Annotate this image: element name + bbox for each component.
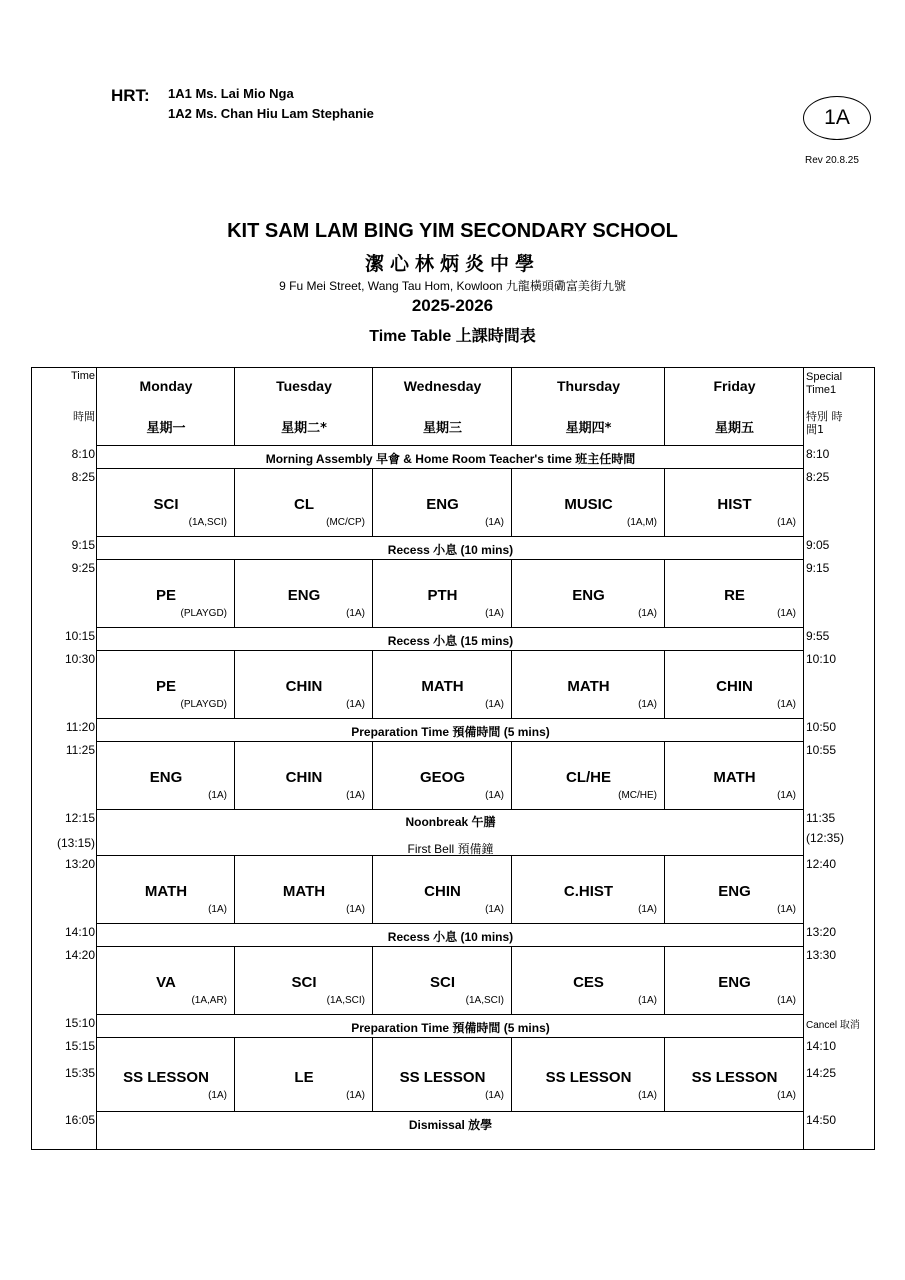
day-divider: [664, 560, 665, 628]
lesson-cell: [373, 560, 512, 628]
row-divider: [97, 536, 804, 537]
room-code: (1A): [346, 1090, 365, 1101]
row-divider: [97, 445, 804, 446]
room-code: (1A): [485, 699, 504, 710]
room-code: (1A): [346, 904, 365, 915]
day-divider: [664, 856, 665, 924]
first-bell-special-time: (12:35): [806, 831, 845, 845]
period-start-time: 16:05: [64, 1113, 95, 1127]
break-label: Recess 小息 (10 mins): [387, 930, 514, 944]
lesson-cell: [512, 560, 665, 628]
row-divider: [97, 1111, 804, 1112]
day-divider: [511, 947, 512, 1015]
lesson-cell: [512, 651, 665, 719]
lesson-cell: [97, 1038, 235, 1112]
day-name-en: Tuesday: [276, 378, 332, 394]
lesson-cell: [512, 856, 665, 924]
subject-name: CL: [294, 496, 314, 513]
subject-name: ENG: [149, 769, 183, 786]
subject-name: ENG: [426, 496, 459, 513]
room-code: (1A): [777, 517, 796, 528]
day-divider: [234, 560, 235, 628]
lesson-cell: [665, 651, 804, 719]
day-divider: [664, 368, 665, 446]
lesson-cell: [235, 651, 373, 719]
special-time: 10:50: [806, 720, 837, 734]
room-code: (1A,SCI): [188, 517, 227, 528]
subject-name: CHIN: [285, 678, 323, 695]
room-code: (1A): [485, 517, 504, 528]
class-code: 1A: [824, 106, 850, 129]
header-special-en: Special Time1: [806, 371, 843, 396]
room-code: (1A): [777, 790, 796, 801]
day-name-zh: 星期三: [422, 421, 462, 436]
day-divider: [234, 742, 235, 810]
room-code: (1A): [208, 1090, 227, 1101]
room-code: (1A): [638, 608, 657, 619]
lesson-cell: [512, 1038, 665, 1112]
room-code: (1A): [208, 904, 227, 915]
subject-name: SS LESSON: [691, 1069, 778, 1086]
noonbreak-label: Noonbreak 午膳: [405, 815, 496, 829]
break-label: Preparation Time 預備時間 (5 mins): [351, 1021, 550, 1035]
room-code: (1A): [777, 699, 796, 710]
subject-name: RE: [724, 587, 745, 604]
day-divider: [234, 1038, 235, 1112]
lesson-cell: [512, 742, 665, 810]
lesson-cell: [235, 1038, 373, 1112]
special-time: 10:10: [806, 652, 837, 666]
day-name-en: Thursday: [556, 378, 620, 394]
subject-name: MATH: [421, 678, 464, 695]
day-divider: [511, 368, 512, 446]
timetable-title: Time Table 上課時間表: [369, 328, 536, 345]
day-name-en: Friday: [713, 378, 756, 394]
room-code: (1A): [638, 995, 657, 1006]
room-code: (1A): [346, 699, 365, 710]
day-divider: [664, 742, 665, 810]
period-start-time: 11:20: [65, 720, 95, 734]
lesson-cell: [97, 947, 235, 1015]
subject-name: ENG: [718, 883, 751, 900]
day-divider: [372, 651, 373, 719]
subject-name: VA: [156, 974, 176, 991]
subject-name: SCI: [291, 974, 317, 991]
subject-name: ENG: [718, 974, 751, 991]
room-code: (1A): [777, 608, 796, 619]
revision-note: Rev 20.8.25: [805, 155, 859, 166]
subject-name: CES: [573, 974, 604, 991]
subject-name: CHIN: [424, 883, 461, 900]
subject-name: PE: [155, 587, 176, 604]
special-time: 9:05: [806, 538, 830, 552]
period-start-time: 10:30: [64, 652, 95, 666]
room-code: (MC/HE): [618, 790, 657, 801]
special-time: 8:10: [806, 447, 830, 461]
lesson-cell: [373, 856, 512, 924]
lesson-cell: [665, 1038, 804, 1112]
lesson-cell: [512, 947, 665, 1015]
lesson-cell: [373, 742, 512, 810]
break-label: Recess 小息 (10 mins): [387, 543, 514, 557]
break-label: Recess 小息 (15 mins): [387, 634, 514, 648]
day-divider: [664, 1038, 665, 1112]
period-start-time: 12:15: [64, 811, 95, 825]
lesson-cell: [235, 560, 373, 628]
room-code: (1A): [208, 790, 227, 801]
subject-name: SCI: [429, 974, 455, 991]
day-header-tuesday: [235, 368, 373, 446]
day-divider: [234, 947, 235, 1015]
first-bell-time: (13:15): [56, 836, 95, 850]
hrt-teacher-1a1: 1A1 Ms. Lai Mio Nga: [168, 86, 294, 101]
subject-name: PE: [155, 678, 176, 695]
subject-name: SS LESSON: [123, 1069, 209, 1086]
day-divider: [372, 947, 373, 1015]
day-header-monday: [97, 368, 235, 446]
lesson-cell: [97, 651, 235, 719]
day-divider: [664, 469, 665, 537]
lesson-cell: [97, 469, 235, 537]
header-time-zh: 時間: [73, 410, 95, 423]
school-name-en: KIT SAM LAM BING YIM SECONDARY SCHOOL: [227, 220, 678, 242]
subject-name: HIST: [717, 496, 752, 513]
room-code: (PLAYGD): [180, 608, 227, 619]
subject-name: GEOG: [419, 769, 465, 786]
special-time: 11:35: [806, 811, 836, 825]
day-divider: [372, 1038, 373, 1112]
day-header-wednesday: [373, 368, 512, 446]
row-divider: [97, 627, 804, 628]
header-special-zh: 特別 時間1: [806, 410, 843, 436]
room-code: (1A): [485, 790, 504, 801]
day-divider: [372, 469, 373, 537]
row-divider: [97, 923, 804, 924]
day-name-en: Wednesday: [403, 378, 482, 394]
lesson-cell: [235, 856, 373, 924]
day-name-zh: 星期五: [714, 421, 754, 436]
period-start-time: 11:25: [65, 743, 95, 757]
room-code: (1A): [485, 608, 504, 619]
special-time: 9:15: [806, 561, 830, 575]
subject-name: ENG: [287, 587, 321, 604]
break-label: Preparation Time 預備時間 (5 mins): [351, 725, 550, 739]
day-divider: [234, 651, 235, 719]
lesson-cell: [373, 651, 512, 719]
lesson-cell: [235, 947, 373, 1015]
period-start-time: 14:10: [64, 925, 95, 939]
room-code: (1A): [638, 904, 657, 915]
subject-name: CL/HE: [566, 769, 611, 786]
room-code: (1A,SCI): [326, 995, 365, 1006]
room-code: (1A,M): [627, 517, 657, 528]
special-time: 10:55: [806, 743, 837, 757]
period-start-time: 8:25: [71, 470, 95, 484]
break-label: Morning Assembly 早會 & Home Room Teacher's time 班主任時間: [265, 452, 636, 466]
special-time: 13:30: [806, 948, 837, 962]
day-divider: [372, 856, 373, 924]
room-code: (1A,AR): [191, 995, 227, 1006]
row-divider: [97, 718, 804, 719]
lesson-cell: [665, 947, 804, 1015]
day-divider: [234, 368, 235, 446]
subject-name: LE: [294, 1069, 314, 1086]
header-time-en: Time: [70, 370, 95, 382]
room-code: (1A,SCI): [465, 995, 504, 1006]
subject-name: MATH: [282, 883, 326, 900]
day-divider: [511, 469, 512, 537]
lesson-start-time-2: 15:35: [64, 1066, 95, 1080]
timetable-grid: [31, 367, 875, 1150]
room-code: (PLAYGD): [180, 699, 227, 710]
break-label: Dismissal 放學: [408, 1118, 493, 1132]
day-header-friday: [665, 368, 804, 446]
day-divider: [664, 651, 665, 719]
subject-name: CHIN: [285, 769, 323, 786]
room-code: (1A): [777, 995, 796, 1006]
day-divider: [511, 856, 512, 924]
day-divider: [234, 469, 235, 537]
school-address: 9 Fu Mei Street, Wang Tau Hom, Kowloon 九龍橫頭磡富美街九號: [279, 279, 626, 293]
hrt-teacher-1a2: 1A2 Ms. Chan Hiu Lam Stephanie: [168, 106, 374, 121]
day-divider: [664, 947, 665, 1015]
room-code: (1A): [485, 904, 504, 915]
subject-name: C.HIST: [563, 883, 614, 900]
lesson-cell: [373, 947, 512, 1015]
special-time: 13:20: [806, 925, 837, 939]
special-time: 9:55: [806, 629, 830, 643]
row-divider: [97, 1014, 804, 1015]
room-code: (1A): [777, 904, 796, 915]
subject-name: ENG: [572, 587, 605, 604]
day-divider: [511, 1038, 512, 1112]
lesson-cell: [665, 560, 804, 628]
row-divider: [97, 809, 804, 810]
period-start-time: 9:15: [71, 538, 95, 552]
day-name-zh: 星期四*: [565, 421, 612, 436]
day-name-en: Monday: [139, 378, 193, 394]
lesson-cell: [235, 742, 373, 810]
period-start-time: 14:20: [64, 948, 95, 962]
day-name-zh: 星期二*: [281, 421, 327, 436]
room-code: (1A): [346, 790, 365, 801]
period-start-time: 10:15: [64, 629, 95, 643]
room-code: (MC/CP): [326, 517, 365, 528]
period-start-time: 9:25: [71, 561, 95, 575]
lesson-cell: [97, 742, 235, 810]
special-time: 14:50: [806, 1113, 837, 1127]
subject-name: PTH: [427, 587, 458, 604]
hrt-label: HRT:: [111, 86, 150, 105]
subject-name: SS LESSON: [399, 1069, 486, 1086]
special-time: 14:10: [806, 1039, 837, 1053]
room-code: (1A): [638, 1090, 657, 1101]
day-divider: [511, 651, 512, 719]
day-header-thursday: [512, 368, 665, 446]
subject-name: SCI: [153, 496, 179, 513]
room-code: (1A): [485, 1090, 504, 1101]
special-time: Cancel 取消: [806, 1020, 860, 1031]
lesson-cell: [665, 856, 804, 924]
lesson-cell: [373, 469, 512, 537]
subject-name: CHIN: [716, 678, 753, 695]
subject-name: MATH: [567, 678, 610, 695]
subject-name: SS LESSON: [545, 1069, 632, 1086]
day-divider: [511, 560, 512, 628]
special-time: 12:40: [806, 857, 837, 871]
day-name-zh: 星期一: [146, 421, 186, 436]
subject-name: MATH: [713, 769, 756, 786]
subject-name: MUSIC: [564, 496, 613, 513]
school-name-zh: 潔心林炳炎中學: [364, 253, 540, 275]
special-time-2: 14:25: [806, 1066, 837, 1080]
lesson-cell: [512, 469, 665, 537]
subject-name: MATH: [144, 883, 188, 900]
lesson-cell: [97, 560, 235, 628]
lesson-cell: [665, 742, 804, 810]
school-year: 2025-2026: [411, 296, 494, 315]
day-divider: [372, 368, 373, 446]
lesson-cell: [373, 1038, 512, 1112]
day-divider: [511, 742, 512, 810]
day-divider: [372, 560, 373, 628]
lesson-cell: [235, 469, 373, 537]
special-time: 8:25: [806, 470, 830, 484]
lesson-cell: [97, 856, 235, 924]
period-start-time: 8:10: [71, 447, 95, 461]
first-bell-label: First Bell 預備鐘: [407, 842, 494, 856]
period-start-time: 15:15: [64, 1039, 95, 1053]
period-start-time: 13:20: [64, 857, 95, 871]
day-divider: [372, 742, 373, 810]
day-divider: [234, 856, 235, 924]
class-code-badge: [803, 96, 871, 140]
lesson-cell: [665, 469, 804, 537]
room-code: (1A): [638, 699, 657, 710]
period-start-time: 15:10: [64, 1016, 95, 1030]
room-code: (1A): [777, 1090, 796, 1101]
room-code: (1A): [346, 608, 365, 619]
